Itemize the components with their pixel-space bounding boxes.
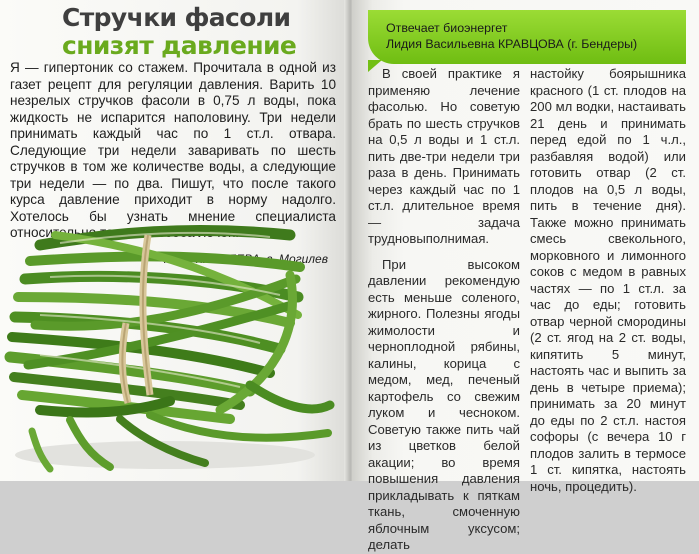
reader-letter: Я — гипертоник со стажем. Прочитала в одной из газет рецепт для регуляции давления. Варить 10 незрелых стручков фасоли в 0,75 л воды, пока жидкость не испарится наполовину. Три недели принимать каждый час по 1 ст.л. отвара. Следующие три недели заваривать по шесть стручков в том же количестве воды, а следующие три недели — по два. Пишут, что после такого курса давление приходит в норму надолго. Хотелось бы узнать мнение специалиста относительно такого способа лечения. — [10, 60, 336, 240]
answer-column-1 — [368, 66, 520, 554]
expert-name: Лидия Васильевна КРАВЦОВА (г. Бендеры) — [386, 37, 638, 51]
left-page — [0, 0, 350, 481]
article-title — [62, 4, 296, 60]
letter-signature: Нина КИСЕЛЕВА, г. Могилев — [163, 252, 328, 266]
title-line-1: Стручки фасоли — [62, 3, 291, 32]
title-line-2: снизят давление — [62, 31, 297, 60]
answer-paragraph: При высоком давлении рекомендую есть меньше соленого, жирного. Полезны ягоды жимолости и черноплодной рябины, калины, корица с медом, мед, печеный картофель со свежим луком и чесноком. Советую также пить чай из цветков белой акации; во время повышения давления прикладывать к пяткам ткань, смоченную яблочным уксусом; делать — [368, 256, 520, 552]
answer-paragraph: В своей практике я применяю лечение фасолью. Но советую брать по шесть стручков на 0,5 л воды и 1 ст.л. пить две-три недели три раза в день. Принимать через каждый час по 1 ст.л. длительное время — задача трудновыполнимая. — [368, 66, 520, 246]
answer-paragraph: настойку боярышника красного (1 ст. плодов на 200 мл водки, настаивать 21 день и принимать перед едой по 1 ч.л., разбавляя водой) или готовить отвар (2 ст. плодов на 0,5 л воды, пить в течение дня). Также можно принимать смесь свекольного, морковного и лимонного соков с медом в равных частях — по 1 ст.л. за час до еды; готовить отвар черной смородины (2 ст. ягод на 2 ст. воды, кипятить 5 минут, настоять час и выпить за день в четыре приема); принимать за 20 минут до еды по 2 ст.л. настоя софоры (с вечера 10 г плодов залить в термосе 1 ст. кипятка, настоять ночь, процедить). — [530, 66, 686, 494]
expert-role: Отвечает биоэнергет — [386, 21, 508, 35]
green-bean-pods-bundle-icon — [0, 205, 345, 481]
expert-banner — [368, 10, 686, 64]
answer-column-2 — [530, 66, 686, 495]
